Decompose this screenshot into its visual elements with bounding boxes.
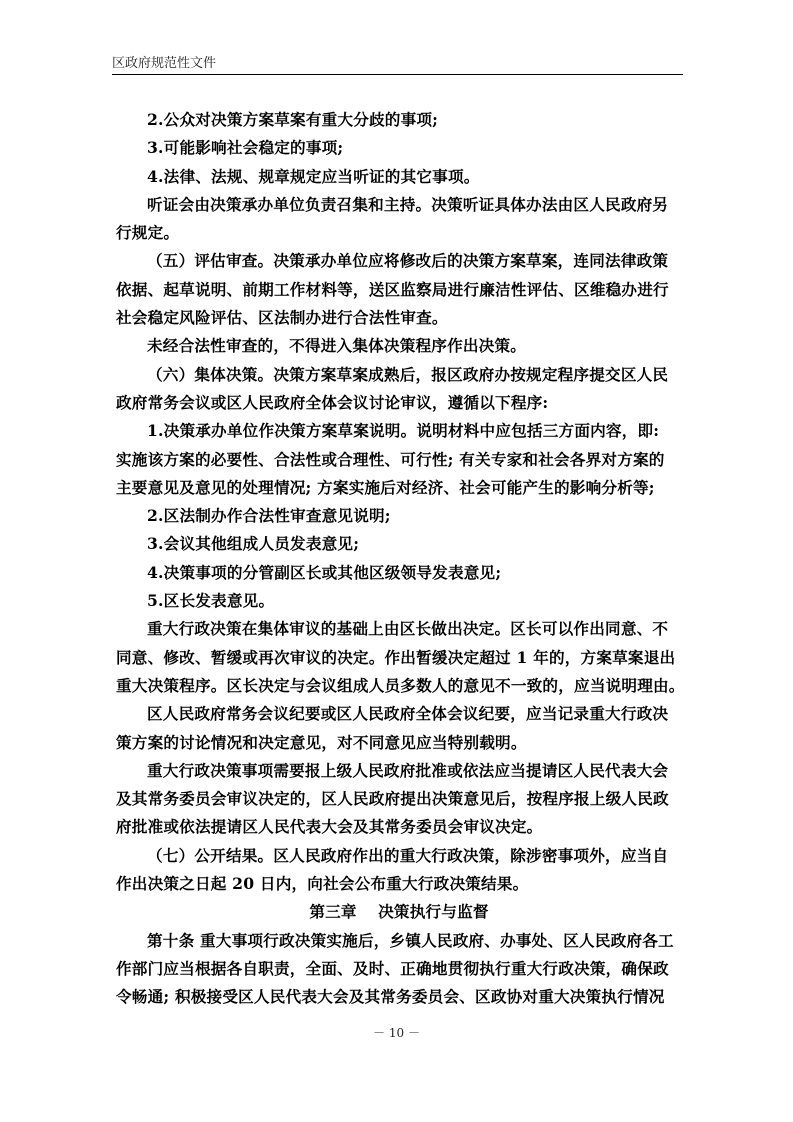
paragraph-line: 重大决策程序。区长决定与会议组成人员多数人的意见不一致的，应当说明理由。 (116, 675, 685, 695)
paragraph-line: 重大行政决策在集体审议的基础上由区长做出决定。区长可以作出同意、不 (147, 619, 669, 639)
paragraph-line: （六）集体决策。决策方案草案成熟后，报区政府办按规定程序提交区人民 (147, 364, 669, 384)
paragraph-line: 同意、修改、暂缓或再次审议的决定。作出暂缓决定超过 1 年的，方案草案退出 (116, 647, 676, 667)
paragraph-line: 第十条 重大事项行政决策实施后，乡镇人民政府、办事处、区人民政府各工 (147, 930, 674, 950)
paragraph-line: （五）评估审查。决策承办单位应将修改后的决策方案草案，连同法律政策 (147, 251, 669, 271)
paragraph-line: 社会稳定风险评估、区法制办进行合法性审查。 (116, 308, 448, 328)
paragraph-line: 2.区法制办作合法性审查意见说明; (147, 506, 391, 526)
paragraph-line: 区人民政府常务会议纪要或区人民政府全体会议纪要，应当记录重大行政决 (147, 704, 669, 724)
paragraph-line: 依据、起草说明、前期工作材料等，送区监察局进行廉洁性评估、区维稳办进行 (116, 279, 669, 299)
document-body (116, 106, 685, 1012)
paragraph-line: 1.决策承办单位作决策方案草案说明。说明材料中应包括三方面内容，即: (147, 421, 660, 441)
paragraph-line: 政府常务会议或区人民政府全体会议讨论审议，遵循以下程序: (116, 392, 549, 412)
paragraph-line: 作出决策之日起 20 日内，向社会公布重大行政决策结果。 (116, 874, 529, 894)
paragraph-line: 行规定。 (116, 223, 180, 243)
paragraph-line: 及其常务委员会审议决定的，区人民政府提出决策意见后，按程序报上级人民政 (116, 789, 669, 809)
chapter-heading: 第三章 决策执行与监督 (309, 903, 489, 922)
paragraph-line: 5.区长发表意见。 (147, 591, 275, 611)
page-header: 区政府规范性文件 (112, 56, 217, 71)
paragraph-line: 主要意见及意见的处理情况; 方案实施后对经济、社会可能产生的影响分析等; (116, 477, 655, 497)
paragraph-line: 府批准或依法提请区人民代表大会及其常务委员会审议决定。 (116, 817, 543, 837)
paragraph-line: 重大行政决策事项需要报上级人民政府批准或依法应当提请区人民代表大会 (147, 760, 669, 780)
paragraph-line: （七）公开结果。区人民政府作出的重大行政决策，除涉密事项外，应当自 (147, 845, 669, 865)
paragraph-line: 3.可能影响社会稳定的事项; (147, 138, 344, 158)
header-divider (112, 74, 683, 75)
paragraph-line: 实施该方案的必要性、合法性或合理性、可行性; 有关专家和社会各界对方案的 (116, 449, 665, 469)
paragraph-line: 3.会议其他组成人员发表意见; (147, 534, 360, 554)
paragraph-line: 2.公众对决策方案草案有重大分歧的事项; (147, 110, 439, 129)
paragraph-line: 未经合法性审查的，不得进入集体决策程序作出决策。 (147, 336, 527, 356)
page-number: － 10 － (373, 1026, 420, 1040)
paragraph-line: 令畅通; 积极接受区人民代表大会及其常务委员会、区政协对重大决策执行情况 (116, 987, 665, 1007)
paragraph-line: 4.法律、法规、规章规定应当听证的其它事项。 (147, 166, 480, 186)
paragraph-line: 听证会由决策承办单位负责召集和主持。决策听证具体办法由区人民政府另 (147, 194, 669, 214)
paragraph-line: 4.决策事项的分管副区长或其他区级领导发表意见; (147, 562, 502, 582)
paragraph-line: 策方案的讨论情况和决定意见，对不同意见应当特别载明。 (116, 732, 527, 752)
paragraph-line: 作部门应当根据各自职责，全面、及时、正确地贯彻执行重大行政决策，确保政 (116, 958, 669, 978)
